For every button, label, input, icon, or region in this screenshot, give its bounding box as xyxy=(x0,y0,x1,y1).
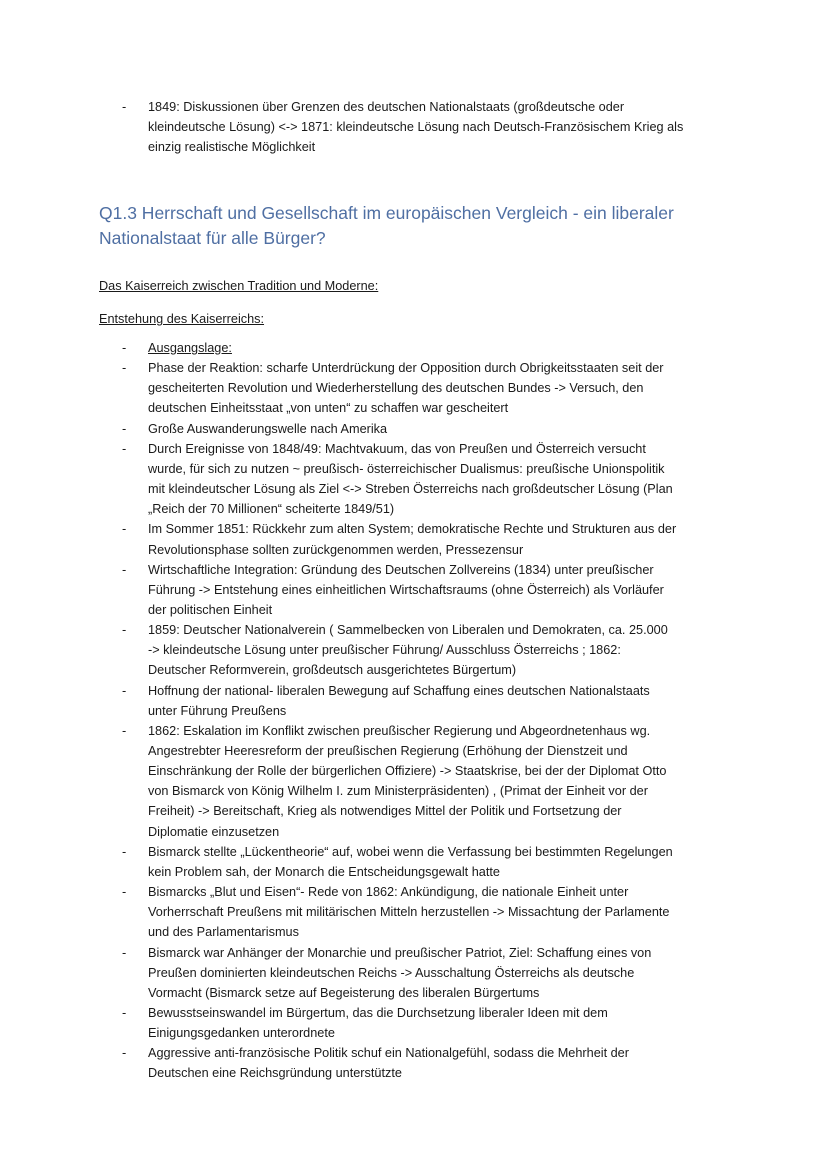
list-item-line: Diplomatie einzusetzen xyxy=(148,824,280,839)
bullet-marker: - xyxy=(122,341,127,355)
list-item-line: Im Sommer 1851: Rückkehr zum alten System; demokratische Rechte und Strukturen aus der xyxy=(148,522,677,537)
list-item-line: Wirtschaftliche Integration: Gründung des Deutschen Zollvereins (1834) unter preußischer xyxy=(148,562,654,577)
bullet-marker: - xyxy=(122,945,127,960)
list-item-line: -> kleindeutsche Lösung unter preußischer Führung/ Ausschluss Österreichs ; 1862: xyxy=(148,643,621,658)
list-item-line: Freiheit) -> Bereitschaft, Krieg als notwendiges Mittel der Politik und Fortsetzung der xyxy=(148,804,622,819)
list-item-line: Einschränkung der Rolle der bürgerlichen Offiziere) -> Staatskrise, bei der der Diplomat Otto xyxy=(148,764,667,779)
list-item-line: wurde, für sich zu nutzen ~ preußisch- österreichischer Dualismus: preußische Unionspolitik xyxy=(148,461,665,476)
bullet-marker: - xyxy=(122,562,127,577)
list-item-line: kleindeutsche Lösung) <-> 1871: kleindeutsche Lösung nach Deutsch-Französischem Krieg als xyxy=(148,120,684,135)
list-item-line: Bismarck stellte „Lückentheorie“ auf, wobei wenn die Verfassung bei bestimmten Regelungen xyxy=(148,844,673,859)
bullet-marker: - xyxy=(122,441,127,456)
list-item-line: Hoffnung der national- liberalen Bewegung auf Schaffung eines deutschen Nationalstaats xyxy=(148,683,650,698)
bullet-marker: - xyxy=(122,723,127,738)
bullet-marker: - xyxy=(122,522,127,537)
list-item-line: von Bismarck von König Wilhelm I. zum Ministerpräsidenten) , (Primat der Einheit vor der xyxy=(148,784,648,799)
list-item-line: und des Parlamentarismus xyxy=(148,925,299,940)
list-item-line: kein Problem sah, der Monarch die Entscheidungsgewalt hatte xyxy=(148,864,500,879)
bullet-marker: - xyxy=(122,1046,127,1061)
list-item-line: deutschen Einheitsstaat „von unten“ zu schaffen war gescheitert xyxy=(148,401,509,416)
list-item-line: Deutschen eine Reichsgründung unterstützte xyxy=(148,1066,402,1081)
bullet-marker: - xyxy=(122,844,127,859)
list-item-line: Deutscher Reformverein, großdeutsch ausgerichtetes Bürgertum) xyxy=(148,663,517,678)
list-item-line: gescheiterten Revolution und Wiederherstellung des deutschen Bundes -> Versuch, den xyxy=(148,381,644,396)
list-item-line: 1862: Eskalation im Konflikt zwischen preußischer Regierung und Abgeordnetenhaus wg. xyxy=(148,723,651,738)
list-item-line: Einigungsgedanken unterordnete xyxy=(148,1026,335,1041)
list-item-line: Phase der Reaktion: scharfe Unterdrückung der Opposition durch Obrigkeitsstaaten seit der xyxy=(148,361,664,376)
list-item-line: Angestrebter Heeresreform der preußischen Regierung (Erhöhung der Dienstzeit und xyxy=(148,744,628,758)
section-heading-line-2: Nationalstaat für alle Bürger? xyxy=(99,228,326,248)
list-item-line: mit kleindeutscher Lösung als Ziel <-> Streben Österreichs nach großdeutscher Lösung (Plan xyxy=(148,482,673,497)
list-item-line: Ausgangslage: xyxy=(148,341,232,355)
list-item-line: Vormacht (Bismarck setze auf Begeisterung des liberalen Bürgertums xyxy=(148,985,540,1000)
list-item-line: Bewusstseinswandel im Bürgertum, das die Durchsetzung liberaler Ideen mit dem xyxy=(148,1005,608,1020)
list-item-line: Bismarck war Anhänger der Monarchie und preußischer Patriot, Ziel: Schaffung eines von xyxy=(148,945,652,960)
bullet-marker: - xyxy=(122,623,127,638)
list-item-line: der politischen Einheit xyxy=(148,602,273,617)
bullet-marker: - xyxy=(122,683,127,698)
list-item-line: Preußen dominierten kleindeutschen Reichs -> Ausschaltung Österreichs als deutsche xyxy=(148,965,635,980)
list-item-line: Vorherrschaft Preußens mit militärischen Mitteln herzustellen -> Missachtung der Parlamente xyxy=(148,905,670,920)
subheading-entstehung: Entstehung des Kaiserreichs: xyxy=(99,312,265,326)
list-item-line: „Reich der 70 Millionen“ scheiterte 1849/51) xyxy=(148,502,395,517)
list-item-line: Führung -> Entstehung eines einheitlichen Wirtschaftsraums (ohne Österreich) als Vorläufer xyxy=(148,582,664,597)
list-item-line: 1849: Diskussionen über Grenzen des deutschen Nationalstaats (großdeutsche oder xyxy=(148,100,625,114)
list-item-line: Bismarcks „Blut und Eisen“- Rede von 1862: Ankündigung, die nationale Einheit unter xyxy=(148,885,629,900)
subheading-kaiserreich: Das Kaiserreich zwischen Tradition und Moderne: xyxy=(99,279,379,293)
list-item-line: Durch Ereignisse von 1848/49: Machtvakuum, das von Preußen und Österreich versucht xyxy=(148,441,646,456)
bullet-marker: - xyxy=(122,361,127,376)
section-heading-line-1: Q1.3 Herrschaft und Gesellschaft im europäischen Vergleich - ein liberaler xyxy=(99,203,674,223)
list-item-line: unter Führung Preußens xyxy=(148,703,287,718)
bullet-marker: - xyxy=(122,100,127,114)
list-item-line: Revolutionsphase sollten zurückgenommen werden, Pressezensur xyxy=(148,542,524,557)
bullet-marker: - xyxy=(122,1005,127,1020)
list-item-line: 1859: Deutscher Nationalverein ( Sammelbecken von Liberalen und Demokraten, ca. 25.000 xyxy=(148,623,668,638)
list-item-line: einzig realistische Möglichkeit xyxy=(148,140,316,155)
bullet-marker: - xyxy=(122,885,127,900)
bullet-marker: - xyxy=(122,421,127,436)
list-item-line: Große Auswanderungswelle nach Amerika xyxy=(148,421,388,436)
list-item-line: Aggressive anti-französische Politik schuf ein Nationalgefühl, sodass die Mehrheit der xyxy=(148,1046,629,1061)
